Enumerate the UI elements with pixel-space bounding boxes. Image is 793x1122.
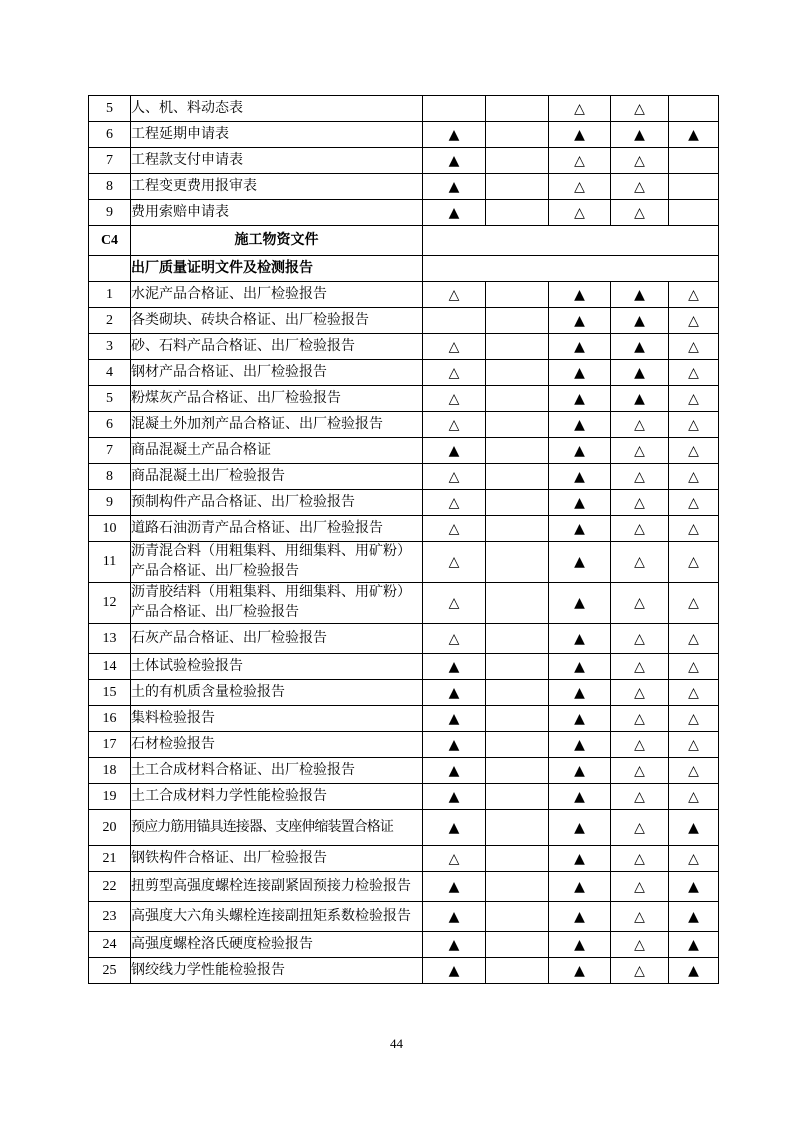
section-header-row (89, 226, 719, 256)
table-row (89, 96, 719, 122)
row-number-cell: 1 (89, 282, 131, 308)
table-row (89, 846, 719, 872)
hollow-triangle-icon: △ (423, 464, 486, 490)
hollow-triangle-icon: △ (423, 846, 486, 872)
table-row (89, 624, 719, 654)
hollow-triangle-icon: △ (611, 438, 669, 464)
row-number-cell: 25 (89, 958, 131, 984)
item-label-cell: 商品混凝土出厂检验报告 (131, 464, 423, 490)
empty-mark-cell (486, 122, 549, 148)
hollow-triangle-icon: △ (611, 490, 669, 516)
empty-mark-cell (486, 490, 549, 516)
hollow-triangle-icon: △ (669, 412, 719, 438)
item-label-cell: 费用索赔申请表 (131, 200, 423, 226)
hollow-triangle-icon: △ (423, 282, 486, 308)
item-label-cell: 集料检验报告 (131, 706, 423, 732)
empty-mark-cell (486, 732, 549, 758)
item-label-cell: 土的有机质含量检验报告 (131, 680, 423, 706)
filled-triangle-icon: ▲ (549, 542, 611, 583)
row-number-cell: 14 (89, 654, 131, 680)
hollow-triangle-icon: △ (423, 360, 486, 386)
table-row (89, 680, 719, 706)
table-row (89, 810, 719, 846)
section-title-cell: 施工物资文件 (131, 226, 423, 256)
filled-triangle-icon: ▲ (423, 902, 486, 932)
filled-triangle-icon: ▲ (611, 386, 669, 412)
hollow-triangle-icon: △ (611, 872, 669, 902)
empty-mark-cell (486, 958, 549, 984)
filled-triangle-icon: ▲ (423, 706, 486, 732)
hollow-triangle-icon: △ (423, 516, 486, 542)
filled-triangle-icon: ▲ (423, 200, 486, 226)
filled-triangle-icon: ▲ (549, 958, 611, 984)
hollow-triangle-icon: △ (611, 516, 669, 542)
empty-mark-cell (423, 308, 486, 334)
table-row (89, 200, 719, 226)
filled-triangle-icon: ▲ (549, 846, 611, 872)
filled-triangle-icon: ▲ (611, 360, 669, 386)
filled-triangle-icon: ▲ (423, 958, 486, 984)
hollow-triangle-icon: △ (611, 174, 669, 200)
hollow-triangle-icon: △ (669, 516, 719, 542)
filled-triangle-icon: ▲ (549, 308, 611, 334)
table-row (89, 732, 719, 758)
empty-mark-cell (486, 680, 549, 706)
row-number-cell: 19 (89, 784, 131, 810)
hollow-triangle-icon: △ (611, 902, 669, 932)
row-number-cell (89, 256, 131, 282)
table-row (89, 490, 719, 516)
row-number-cell: 5 (89, 96, 131, 122)
item-label-cell: 土工合成材料合格证、出厂检验报告 (131, 758, 423, 784)
hollow-triangle-icon: △ (549, 148, 611, 174)
hollow-triangle-icon: △ (423, 624, 486, 654)
filled-triangle-icon: ▲ (669, 902, 719, 932)
hollow-triangle-icon: △ (669, 732, 719, 758)
empty-mark-cell (669, 174, 719, 200)
hollow-triangle-icon: △ (669, 438, 719, 464)
hollow-triangle-icon: △ (669, 680, 719, 706)
item-label-cell: 工程延期申请表 (131, 122, 423, 148)
hollow-triangle-icon: △ (611, 680, 669, 706)
filled-triangle-icon: ▲ (423, 148, 486, 174)
filled-triangle-icon: ▲ (549, 872, 611, 902)
filled-triangle-icon: ▲ (549, 386, 611, 412)
table-row (89, 784, 719, 810)
subheader-row (89, 256, 719, 282)
filled-triangle-icon: ▲ (549, 902, 611, 932)
filled-triangle-icon: ▲ (549, 282, 611, 308)
row-number-cell: 2 (89, 308, 131, 334)
filled-triangle-icon: ▲ (549, 810, 611, 846)
empty-mark-cell (486, 516, 549, 542)
item-label-cell: 商品混凝土产品合格证 (131, 438, 423, 464)
hollow-triangle-icon: △ (611, 412, 669, 438)
empty-mark-cell (486, 810, 549, 846)
filled-triangle-icon: ▲ (423, 654, 486, 680)
empty-mark-cell (486, 542, 549, 583)
hollow-triangle-icon: △ (423, 386, 486, 412)
row-number-cell: 9 (89, 200, 131, 226)
row-number-cell: 22 (89, 872, 131, 902)
item-label-cell: 高强度螺栓洛氏硬度检验报告 (131, 932, 423, 958)
empty-mark-cell (486, 148, 549, 174)
filled-triangle-icon: ▲ (669, 872, 719, 902)
table-row (89, 464, 719, 490)
item-label-cell: 各类砌块、砖块合格证、出厂检验报告 (131, 308, 423, 334)
table-row (89, 334, 719, 360)
hollow-triangle-icon: △ (669, 464, 719, 490)
filled-triangle-icon: ▲ (549, 932, 611, 958)
hollow-triangle-icon: △ (611, 784, 669, 810)
filled-triangle-icon: ▲ (423, 438, 486, 464)
row-number-cell: 18 (89, 758, 131, 784)
hollow-triangle-icon: △ (423, 490, 486, 516)
hollow-triangle-icon: △ (423, 583, 486, 624)
item-label-cell: 扭剪型高强度螺栓连接副紧固预接力检验报告 (131, 872, 423, 902)
filled-triangle-icon: ▲ (549, 438, 611, 464)
empty-mark-cell (486, 758, 549, 784)
hollow-triangle-icon: △ (611, 464, 669, 490)
row-number-cell: C4 (89, 226, 131, 256)
filled-triangle-icon: ▲ (549, 624, 611, 654)
section-title-cell: 出厂质量证明文件及检测报告 (131, 256, 423, 282)
item-label-cell: 预应力筋用锚具连接器、支座伸缩装置合格证 (131, 810, 423, 846)
row-number-cell: 12 (89, 583, 131, 624)
table-row (89, 706, 719, 732)
table-row (89, 438, 719, 464)
row-number-cell: 3 (89, 334, 131, 360)
table-row (89, 583, 719, 624)
item-label-cell: 沥青胶结料（用粗集料、用细集料、用矿粉）产品合格证、出厂检验报告 (131, 583, 423, 624)
filled-triangle-icon: ▲ (549, 334, 611, 360)
empty-mark-cell (669, 96, 719, 122)
merged-empty-cell (423, 256, 719, 282)
hollow-triangle-icon: △ (611, 846, 669, 872)
item-label-cell: 沥青混合料（用粗集料、用细集料、用矿粉）产品合格证、出厂检验报告 (131, 542, 423, 583)
table-row (89, 412, 719, 438)
hollow-triangle-icon: △ (669, 583, 719, 624)
hollow-triangle-icon: △ (423, 334, 486, 360)
empty-mark-cell (486, 464, 549, 490)
row-number-cell: 16 (89, 706, 131, 732)
hollow-triangle-icon: △ (611, 706, 669, 732)
empty-mark-cell (486, 282, 549, 308)
hollow-triangle-icon: △ (669, 624, 719, 654)
table-row (89, 516, 719, 542)
hollow-triangle-icon: △ (611, 932, 669, 958)
filled-triangle-icon: ▲ (549, 516, 611, 542)
item-label-cell: 工程款支付申请表 (131, 148, 423, 174)
table-row (89, 542, 719, 583)
empty-mark-cell (486, 706, 549, 732)
hollow-triangle-icon: △ (611, 958, 669, 984)
item-label-cell: 钢绞线力学性能检验报告 (131, 958, 423, 984)
empty-mark-cell (486, 412, 549, 438)
hollow-triangle-icon: △ (611, 654, 669, 680)
empty-mark-cell (486, 846, 549, 872)
hollow-triangle-icon: △ (669, 758, 719, 784)
row-number-cell: 23 (89, 902, 131, 932)
row-number-cell: 7 (89, 148, 131, 174)
row-number-cell: 9 (89, 490, 131, 516)
hollow-triangle-icon: △ (669, 334, 719, 360)
empty-mark-cell (486, 334, 549, 360)
filled-triangle-icon: ▲ (669, 958, 719, 984)
empty-mark-cell (486, 386, 549, 412)
hollow-triangle-icon: △ (669, 490, 719, 516)
filled-triangle-icon: ▲ (423, 810, 486, 846)
hollow-triangle-icon: △ (669, 542, 719, 583)
filled-triangle-icon: ▲ (549, 732, 611, 758)
empty-mark-cell (486, 308, 549, 334)
table-row (89, 282, 719, 308)
empty-mark-cell (669, 200, 719, 226)
filled-triangle-icon: ▲ (423, 872, 486, 902)
hollow-triangle-icon: △ (611, 200, 669, 226)
filled-triangle-icon: ▲ (423, 680, 486, 706)
table-row (89, 174, 719, 200)
table-row (89, 932, 719, 958)
table-row (89, 122, 719, 148)
merged-empty-cell (423, 226, 719, 256)
empty-mark-cell (486, 624, 549, 654)
row-number-cell: 4 (89, 360, 131, 386)
empty-mark-cell (486, 96, 549, 122)
filled-triangle-icon: ▲ (423, 174, 486, 200)
row-number-cell: 7 (89, 438, 131, 464)
item-label-cell: 土体试验检验报告 (131, 654, 423, 680)
row-number-cell: 11 (89, 542, 131, 583)
hollow-triangle-icon: △ (669, 308, 719, 334)
item-label-cell: 工程变更费用报审表 (131, 174, 423, 200)
filled-triangle-icon: ▲ (423, 732, 486, 758)
empty-mark-cell (486, 174, 549, 200)
hollow-triangle-icon: △ (669, 654, 719, 680)
table-row (89, 148, 719, 174)
row-number-cell: 5 (89, 386, 131, 412)
hollow-triangle-icon: △ (611, 810, 669, 846)
empty-mark-cell (486, 902, 549, 932)
hollow-triangle-icon: △ (611, 732, 669, 758)
item-label-cell: 钢材产品合格证、出厂检验报告 (131, 360, 423, 386)
filled-triangle-icon: ▲ (423, 122, 486, 148)
empty-mark-cell (486, 360, 549, 386)
filled-triangle-icon: ▲ (611, 122, 669, 148)
hollow-triangle-icon: △ (423, 412, 486, 438)
hollow-triangle-icon: △ (611, 583, 669, 624)
filled-triangle-icon: ▲ (549, 464, 611, 490)
empty-mark-cell (669, 148, 719, 174)
table-row (89, 958, 719, 984)
item-label-cell: 水泥产品合格证、出厂检验报告 (131, 282, 423, 308)
row-number-cell: 15 (89, 680, 131, 706)
row-number-cell: 20 (89, 810, 131, 846)
hollow-triangle-icon: △ (611, 542, 669, 583)
row-number-cell: 24 (89, 932, 131, 958)
hollow-triangle-icon: △ (669, 282, 719, 308)
filled-triangle-icon: ▲ (549, 758, 611, 784)
document-table (88, 95, 719, 984)
empty-mark-cell (486, 200, 549, 226)
hollow-triangle-icon: △ (669, 706, 719, 732)
empty-mark-cell (486, 872, 549, 902)
row-number-cell: 21 (89, 846, 131, 872)
filled-triangle-icon: ▲ (549, 784, 611, 810)
item-label-cell: 人、机、料动态表 (131, 96, 423, 122)
empty-mark-cell (486, 654, 549, 680)
filled-triangle-icon: ▲ (669, 122, 719, 148)
hollow-triangle-icon: △ (669, 846, 719, 872)
filled-triangle-icon: ▲ (549, 706, 611, 732)
empty-mark-cell (486, 784, 549, 810)
item-label-cell: 预制构件产品合格证、出厂检验报告 (131, 490, 423, 516)
filled-triangle-icon: ▲ (423, 758, 486, 784)
filled-triangle-icon: ▲ (549, 680, 611, 706)
filled-triangle-icon: ▲ (669, 810, 719, 846)
empty-mark-cell (486, 583, 549, 624)
item-label-cell: 道路石油沥青产品合格证、出厂检验报告 (131, 516, 423, 542)
empty-mark-cell (486, 932, 549, 958)
hollow-triangle-icon: △ (669, 386, 719, 412)
table-row (89, 654, 719, 680)
table-row (89, 308, 719, 334)
item-label-cell: 石材检验报告 (131, 732, 423, 758)
row-number-cell: 8 (89, 464, 131, 490)
filled-triangle-icon: ▲ (611, 334, 669, 360)
table-row (89, 872, 719, 902)
table-row (89, 360, 719, 386)
page-number: 44 (390, 1036, 403, 1051)
item-label-cell: 高强度大六角头螺栓连接副扭矩系数检验报告 (131, 902, 423, 932)
hollow-triangle-icon: △ (611, 624, 669, 654)
hollow-triangle-icon: △ (549, 174, 611, 200)
hollow-triangle-icon: △ (611, 758, 669, 784)
row-number-cell: 6 (89, 412, 131, 438)
row-number-cell: 6 (89, 122, 131, 148)
hollow-triangle-icon: △ (423, 542, 486, 583)
row-number-cell: 13 (89, 624, 131, 654)
filled-triangle-icon: ▲ (611, 282, 669, 308)
item-label-cell: 粉煤灰产品合格证、出厂检验报告 (131, 386, 423, 412)
filled-triangle-icon: ▲ (549, 583, 611, 624)
filled-triangle-icon: ▲ (549, 122, 611, 148)
filled-triangle-icon: ▲ (549, 490, 611, 516)
row-number-cell: 10 (89, 516, 131, 542)
filled-triangle-icon: ▲ (549, 654, 611, 680)
row-number-cell: 17 (89, 732, 131, 758)
hollow-triangle-icon: △ (549, 200, 611, 226)
hollow-triangle-icon: △ (611, 96, 669, 122)
table-row (89, 386, 719, 412)
table-row (89, 902, 719, 932)
hollow-triangle-icon: △ (669, 784, 719, 810)
empty-mark-cell (423, 96, 486, 122)
item-label-cell: 砂、石料产品合格证、出厂检验报告 (131, 334, 423, 360)
filled-triangle-icon: ▲ (423, 784, 486, 810)
filled-triangle-icon: ▲ (423, 932, 486, 958)
filled-triangle-icon: ▲ (549, 412, 611, 438)
item-label-cell: 土工合成材料力学性能检验报告 (131, 784, 423, 810)
empty-mark-cell (486, 438, 549, 464)
row-number-cell: 8 (89, 174, 131, 200)
hollow-triangle-icon: △ (669, 360, 719, 386)
filled-triangle-icon: ▲ (669, 932, 719, 958)
filled-triangle-icon: ▲ (549, 360, 611, 386)
hollow-triangle-icon: △ (549, 96, 611, 122)
item-label-cell: 混凝土外加剂产品合格证、出厂检验报告 (131, 412, 423, 438)
item-label-cell: 钢铁构件合格证、出厂检验报告 (131, 846, 423, 872)
item-label-cell: 石灰产品合格证、出厂检验报告 (131, 624, 423, 654)
filled-triangle-icon: ▲ (611, 308, 669, 334)
hollow-triangle-icon: △ (611, 148, 669, 174)
table-row (89, 758, 719, 784)
